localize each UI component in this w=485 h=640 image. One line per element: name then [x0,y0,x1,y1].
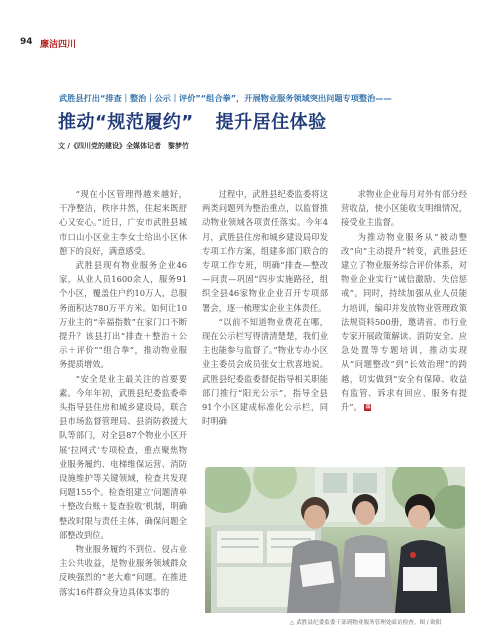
magazine-title: 廉洁四川 [40,40,77,50]
headline-part-1: 推动“规范履约” [58,112,194,133]
article-kicker: 武胜县打出“排查｜整治｜公示｜评价”“组合拳”，开展物业服务领域突出问题专项整治—— [59,93,392,103]
paragraph: “现在小区管理得越来越好，干净整洁，秩序井然，住起来既舒心又安心。”近日，广安市武胜县城市口山小区业主李女士给出小区休憩下的良好，满意感受。 [59,189,187,256]
paragraph: 武胜县现有物业服务企业46家，从业人员1600余人，服务91个小区，覆盖住户约10万人，总服务面积达780万平方米。如何让10万业主的“幸福指数”在家门口不断提升？该县打出“排查＋整治＋公示＋评价”“组合拳”，推动物业服务提质增效。 [59,260,187,370]
article-headline [58,108,327,134]
photo-caption: △ 武胜县纪委监委干部到物业服务管理处暗访检查。图 / 欧阳 [290,620,442,626]
paragraph: 为推动物业服务从“被动整改”向“主动提升”转变，武胜县还建立了物业服务综合评价体系，对物业企业实行“诚信激励、失信惩戒”。同时，持续加强从业人员能力培训，编印并发放物业管理政策法规资料500册，邀请省、市行业专家开展政策解读、消防安全、应急处置等专题培训，推动实现从“问题整改”到“长效治理”的跨越，切实做到“安全有保障、收益有监管、诉求有回应、服务有提升”。 国 [341,231,467,413]
text-column-3 [341,187,467,451]
paragraph: “安全是业主最关注的首要要素。今年年初，武胜县纪委监委牵头指导县住房和城乡建设局，联合县市场监督管理局、县消防救援大队等部门，对全县87个物业小区开展‘拉网式’专项检查，重点聚焦物业服务履约、电梯维保运营、消防设施维护等关键领域，检查共发现问题155个。检查组建立‘问题清单＋整改台账＋复查验收’机制，明确整改时限与责任主体，确保问题全部整改到位。 [59,373,187,540]
paragraph: 求物业企业每月对外有部分经营收益，使小区能收支明细情况，接受业主监督。 [341,189,467,228]
article-photo [205,467,465,613]
paragraph: 物业服务履约不到位、侵占业主公共收益，是物业服务领域群众反映强烈的“老大难”问题。在推进落实16件群众身边具体实事的 [59,544,187,597]
article-byline: 文 /《四川党的建设》全媒体记者 黎梦竹 [58,142,189,150]
paragraph: 过程中，武胜县纪委监委将这两类问题列为整治重点，以监督推动物业领域各项责任落实。今年4月，武胜县住房和城乡建设局印发专项工作方案，组建多部门联合的专项工作专班，明确“排查—整改—问责—巩固”四步实施路径，组织全县46家物业企业召开专项部署会，逐一梳理实企业主体责任。 [202,189,328,313]
paragraph: “以前不知道物业费花在哪，现在公示栏写得清清楚楚，我们业主也能参与监督了。”物业专办小区业主委员会成员张女士欣喜地说。武胜县纪委监委督促指导相关职能部门推行“阳光公示”，指导全县91个小区建成标准化公示栏，同时明确 [202,316,328,427]
end-mark-icon: 国 [365,404,371,411]
caption-triangle-icon: △ [290,620,295,626]
text-column-2 [202,187,328,451]
headline-part-2: 提升居住体验 [215,112,327,133]
photo-illustration [205,467,465,613]
page-header [0,0,485,56]
page-number: 94 [20,37,33,47]
text-column-1 [59,187,187,627]
